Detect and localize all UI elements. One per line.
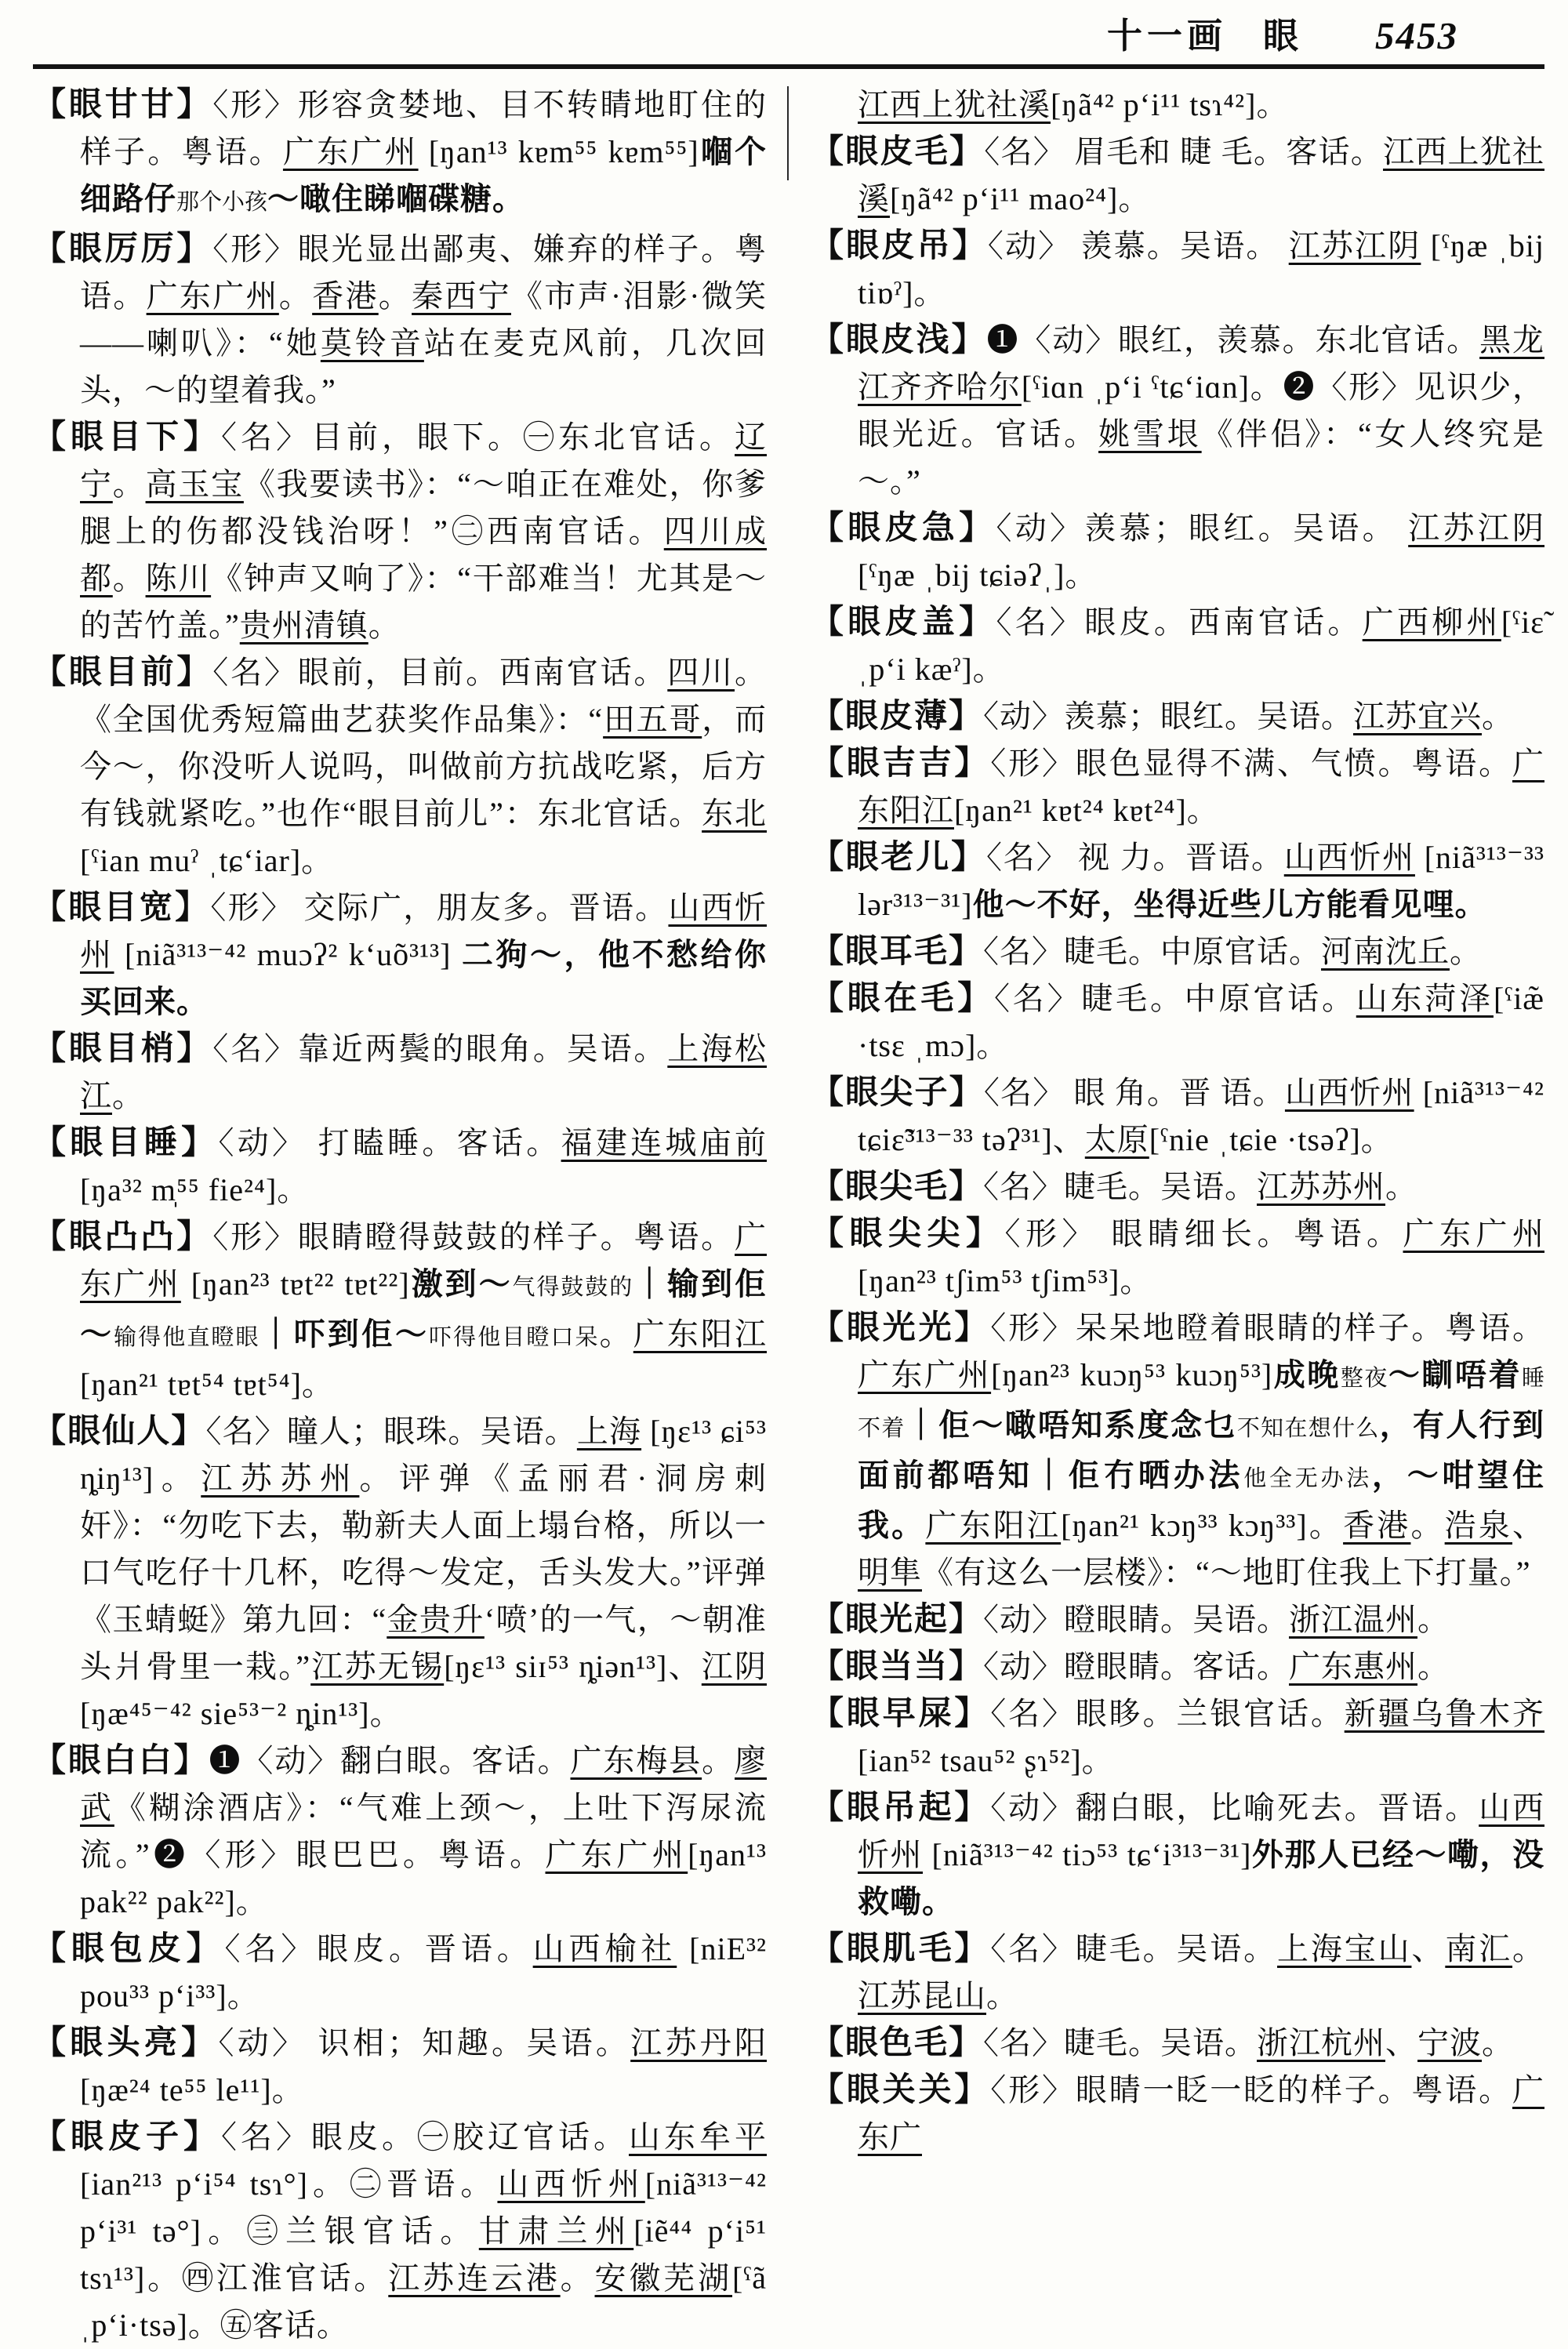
dictionary-entry	[811, 1596, 1544, 1643]
entry-headword: 【眼目下】	[33, 419, 221, 456]
entry-text-run: 香港	[312, 278, 379, 314]
entry-text-run: [ŋɛ¹³ ɕi⁵³ ȵiŋ¹³]。	[80, 1414, 767, 1496]
entry-text-run: 〈动〉翻白眼，比喻死去。晋语。	[990, 1790, 1479, 1825]
entry-text-run: [ŋæ²⁴ te⁵⁵ le¹¹]。	[80, 2072, 304, 2108]
entry-headword: 【眼皮盖】	[811, 604, 996, 641]
page-header	[33, 6, 1544, 58]
dictionary-entry	[811, 834, 1544, 928]
entry-text-run: 〈名〉睫毛。吴语。	[990, 1931, 1278, 1966]
entry-text-run: 廖武	[80, 1743, 768, 1825]
dictionary-entry	[33, 2114, 767, 2349]
entry-text-run: 浙江温州	[1289, 1602, 1418, 1637]
stroke-section-label: 十一画	[1106, 16, 1227, 56]
entry-headword: 【眼色毛】	[811, 2025, 984, 2061]
entry-text-run: 。	[599, 1316, 633, 1352]
entry-text-run: 〈动〉 羡慕。吴语。	[987, 228, 1289, 263]
entry-text-run: 山西忻州	[858, 1790, 1545, 1872]
entry-text-run: 四川成都	[80, 514, 768, 596]
entry-text-run: ，而今～，你没听人说吗，叫做前方抗战吃紧，后方有钱就紧吃。”也作“眼目前儿”：东北官话。	[80, 702, 767, 831]
entry-headword: 【眼吊起】	[811, 1790, 991, 1826]
entry-text-run: [ŋan¹³ kɐm⁵⁵ kɐm⁵⁵]	[418, 134, 699, 169]
entry-text-run: 〈动〉羡慕；眼红。吴语。	[983, 699, 1354, 734]
entry-text-run: 嗰个细路仔	[80, 134, 768, 216]
dictionary-entry	[811, 1211, 1544, 1305]
entry-text-run: 江苏丹阳	[630, 2025, 768, 2060]
entry-headword: 【眼目宽】	[33, 890, 211, 926]
dictionary-entry	[811, 1305, 1544, 1596]
entry-text-run: [ˁiɑn ˌpʻi ˁtɕʻiɑn]。❷〈形〉见识少，眼光近。官话。	[858, 369, 1544, 452]
entry-text-run: 二狗～，他不愁给你买回来。	[80, 937, 768, 1019]
entry-text-run: 成晚	[1272, 1357, 1341, 1392]
entry-text-run: 。	[112, 1078, 144, 1113]
entry-text-run: 江苏昆山	[858, 1978, 986, 2013]
entry-text-run: 气得鼓鼓的	[512, 1275, 634, 1300]
entry-text-run: 陈川	[145, 561, 212, 596]
dictionary-entry	[811, 740, 1544, 834]
entry-headword: 【眼头亮】	[33, 2025, 219, 2061]
entry-text-run: [ian⁵² tsau⁵² ʂɿ⁵²]。	[858, 1743, 1114, 1778]
entry-text-run: 〈名〉睫毛。吴语。	[983, 2025, 1258, 2060]
entry-text-run: 山西忻州	[1283, 840, 1415, 875]
entry-text-run: 明隼	[858, 1555, 922, 1590]
dictionary-entry	[811, 82, 1544, 129]
entry-text-run: 浙江杭州	[1257, 2025, 1386, 2060]
entry-text-run: 。	[378, 278, 412, 314]
entry-text-run: 宁波	[1417, 2025, 1483, 2060]
entry-text-run: [ˁian muˀ ˌtɕʻiar]。	[80, 843, 334, 878]
entry-text-run: 。	[278, 278, 313, 314]
entry-text-run: ～噉住睇嗰碟糖。	[267, 181, 525, 216]
entry-text-run: 〈名〉 视 力。晋语。	[985, 840, 1284, 875]
entry-text-run: 金贵升	[387, 1602, 485, 1637]
dictionary-entry	[811, 599, 1544, 693]
entry-text-run: ，～咁望住我。	[858, 1458, 1544, 1543]
entry-text-run: 不知在想什么	[1236, 1416, 1380, 1441]
entry-text-run: 。	[1450, 934, 1483, 969]
entry-text-run: 山东牟平	[629, 2119, 767, 2155]
entry-headword: 【眼皮浅】	[811, 322, 987, 358]
radical-label: 眼	[1262, 16, 1303, 56]
entry-text-run: ｜	[260, 1316, 294, 1352]
entry-text-run: 广东梅县	[570, 1743, 702, 1778]
entry-text-run: 《市声·泪影·微笑——喇叭》：“她	[80, 278, 768, 361]
entry-text-run: [ŋã⁴² pʻi¹¹ mao²⁴]。	[890, 181, 1151, 216]
entry-text-run: [ˁã ˌpʻi·tsə]。㊄客话。	[80, 2260, 768, 2343]
entry-headword: 【眼白白】	[33, 1743, 209, 1779]
entry-text-run: 山西榆社	[532, 1931, 677, 1966]
entry-headword: 【眼皮急】	[811, 510, 996, 546]
entry-text-run: 太原	[1084, 1122, 1149, 1157]
entry-text-run: 〈名〉目前，眼下。㊀东北官话。	[221, 419, 735, 455]
entry-text-run: 东北	[702, 796, 768, 831]
entry-text-run: 。	[986, 1978, 1018, 2013]
dictionary-entry	[811, 2020, 1544, 2067]
entry-text-run: 江苏江阴	[1288, 228, 1421, 263]
entry-text-run: [ˁŋæ ˌbij tiɒˀ]。	[858, 228, 1544, 310]
entry-text-run: 。	[368, 608, 401, 643]
entry-text-run: 。	[1417, 1602, 1450, 1637]
entry-text-run: ‘喷’的一气，～朝准头爿骨里一栽。”	[80, 1602, 767, 1684]
entry-text-run: 〈形〉眼睛瞪得鼓鼓的样子。粤语。	[212, 1219, 735, 1254]
entry-headword: 【眼关关】	[811, 2072, 991, 2108]
entry-headword: 【眼皮子】	[33, 2119, 221, 2155]
dictionary-entry	[811, 1069, 1544, 1164]
entry-text-run: 广东广州	[282, 134, 419, 169]
entry-text-run: [niã³¹³⁻⁴² tiɔ⁵³ tɕʻi³¹³⁻³¹]	[923, 1837, 1252, 1872]
entry-text-run: ｜	[633, 1266, 668, 1302]
entry-text-run: 广东阳江	[925, 1508, 1062, 1543]
dictionary-entry	[811, 693, 1544, 740]
right-column	[811, 82, 1544, 2349]
entry-text-run: [ian²¹³ pʻi⁵⁴ tsɿ°]。㊁晋语。	[80, 2166, 498, 2202]
entry-text-run: 四川	[667, 655, 735, 690]
entry-headword: 【眼尖尖】	[811, 1216, 1005, 1252]
entry-headword: 【眼光起】	[811, 1602, 984, 1638]
entry-text-run: 山西忻州	[1284, 1075, 1414, 1110]
entry-text-run: [niã³¹³⁻⁴² muɔʔ² kʻuõ³¹³]	[114, 937, 462, 972]
entry-text-run: 整夜	[1340, 1366, 1388, 1391]
entry-text-run: 安徽芜湖	[594, 2260, 733, 2296]
entry-text-run: 辽宁	[80, 419, 767, 502]
entry-text-run: [ŋan²³ kuɔŋ⁵³ kuɔŋ⁵³]	[991, 1357, 1273, 1392]
entry-text-run: 《糊涂酒店》：“气难上颈～，上吐下泻尿流流。”❷〈形〉眼巴巴。粤语。	[80, 1790, 768, 1872]
entry-headword: 【眼目梢】	[33, 1031, 213, 1067]
entry-text-run: 江阴	[701, 1649, 767, 1684]
entry-headword: 【眼甘甘】	[33, 87, 213, 123]
entry-text-run: 山西忻州	[80, 890, 768, 972]
entry-text-run: [ŋã⁴² pʻi¹¹ tsɿ⁴²]。	[1051, 87, 1289, 122]
dictionary-entry	[33, 1214, 767, 1408]
entry-text-run: [niã³¹³⁻³³ lər³¹³⁻³¹]	[858, 840, 1544, 922]
entry-text-run: 香港	[1343, 1508, 1411, 1543]
entry-text-run: 福建连城庙前	[561, 1125, 768, 1160]
entry-text-run: 。	[112, 561, 146, 596]
entry-text-run: 姚雪垠	[1098, 416, 1202, 452]
entry-headword: 【眼老儿】	[811, 840, 986, 876]
entry-text-run: [iẽ⁴⁴ pʻi⁵¹ tsɿ¹³]。㊃江淮官话。	[80, 2213, 768, 2296]
entry-text-run: [ŋæ⁴⁵⁻⁴² sie⁵³⁻² ȵin¹³]。	[80, 1696, 402, 1731]
entry-text-run: [ŋan²¹ tɐt⁵⁴ tɐt⁵⁴]。	[80, 1367, 334, 1402]
entry-headword: 【眼厉厉】	[33, 231, 213, 267]
dictionary-entry	[33, 884, 767, 1026]
entry-text-run: 广东阳江	[858, 746, 1544, 828]
entry-text-run: 广东阳江	[633, 1316, 768, 1352]
entry-columns	[33, 82, 1544, 2349]
entry-text-run: 。	[1385, 1169, 1418, 1204]
entry-text-run: 、	[1512, 1508, 1545, 1543]
entry-headword: 【眼肌毛】	[811, 1931, 991, 1967]
entry-text-run: 江西上犹社溪	[858, 134, 1544, 216]
entry-text-run: 。	[112, 467, 146, 502]
entry-text-run: 〈动〉羡慕；眼红。吴语。	[996, 510, 1409, 546]
entry-text-run: 〈动〉 识相；知趣。吴语。	[218, 2025, 631, 2060]
entry-text-run: 贵州清镇	[239, 608, 368, 643]
entry-headword: 【眼包皮】	[33, 1931, 225, 1967]
entry-text-run: 吓得他目瞪口呆	[429, 1325, 600, 1350]
entry-text-run: 。评弹《孟丽君·洞房刺奸》：“勿吃下去，勒新夫人面上塌台格，所以一口气吃仔十几杯，吃得～发定，舌头发大。”评弹《玉蜻蜓》第九回：“	[80, 1461, 768, 1637]
entry-text-run: 广西柳州	[1362, 604, 1501, 640]
entry-text-run: 。	[1410, 1508, 1445, 1543]
entry-text-run: 广东广州	[80, 1219, 767, 1302]
entry-text-run: [ŋɛ¹³ siɪ⁵³ ȵiən¹³]、	[444, 1649, 702, 1684]
entry-headword: 【眼当当】	[811, 1649, 984, 1685]
entry-text-run: [ŋa³² m̩⁵⁵ fie²⁴]。	[80, 1172, 310, 1207]
dictionary-entry	[811, 505, 1544, 599]
entry-text-run: 。《全国优秀短篇曲艺获奖作品集》：“	[80, 655, 768, 737]
entry-text-run: 广东广州	[1403, 1216, 1544, 1251]
entry-text-run: 广东广	[858, 2072, 1544, 2155]
entry-text-run: 激到～	[409, 1266, 513, 1302]
dictionary-entry	[33, 226, 767, 414]
entry-text-run: [ŋan²³ tɐt²² tɐt²²]	[180, 1266, 410, 1302]
entry-text-run: 、	[1411, 1931, 1446, 1966]
entry-text-run: 、	[1385, 2025, 1418, 2060]
entry-headword: 【眼尖毛】	[811, 1169, 984, 1205]
entry-text-run: 上海	[576, 1414, 642, 1449]
entry-text-run: 〈名〉瞳人；眼珠。吴语。	[205, 1414, 577, 1449]
entry-text-run: 江苏苏州	[1257, 1169, 1386, 1204]
entry-text-run: 甘肃兰州	[478, 2213, 634, 2249]
entry-text-run: [ŋan¹³ pak²² pak²²]。	[80, 1837, 768, 1919]
entry-text-run: ，有人行到面前都唔知｜佢冇晒办法	[858, 1407, 1544, 1493]
entry-text-run: 江西上犹社溪	[858, 87, 1051, 122]
entry-text-run: 输到佢～	[80, 1266, 768, 1352]
entry-text-run: 浩泉	[1444, 1508, 1513, 1543]
dictionary-entry	[33, 414, 767, 649]
entry-text-run: 。	[702, 1743, 735, 1778]
entry-text-run: 〈名〉 眉毛和 睫 毛。客话。	[984, 134, 1383, 169]
entry-headword: 【眼凸凸】	[33, 1219, 213, 1255]
entry-text-run: 他～不好，坐得近些儿方能看见哩。	[972, 887, 1487, 922]
entry-text-run: 〈动〉瞪眼睛。客话。	[983, 1649, 1290, 1684]
entry-text-run: 。	[560, 2260, 595, 2296]
entry-text-run: 江苏江阴	[1408, 510, 1545, 546]
entry-headword: 【眼耳毛】	[811, 934, 984, 970]
entry-text-run: [niE³² pou³³ pʻi³³]。	[80, 1931, 768, 2013]
entry-text-run: ❶〈动〉翻白眼。客话。	[209, 1743, 571, 1778]
entry-text-run: 《钟声又响了》：“干部难当！尤其是～的苦竹盖。”	[80, 561, 768, 643]
entry-text-run: 输得他直瞪眼	[114, 1325, 260, 1350]
entry-text-run: 〈形〉眼睛一眨一眨的样子。粤语。	[990, 2072, 1512, 2108]
entry-text-run: 江苏宜兴	[1353, 699, 1483, 734]
dictionary-entry	[811, 317, 1544, 505]
entry-text-run: 山东菏泽	[1356, 981, 1494, 1016]
entry-headword: 【眼皮薄】	[811, 699, 984, 735]
dictionary-entry	[33, 1408, 767, 1737]
entry-text-run: 睡不着	[858, 1366, 1544, 1441]
entry-text-run: 〈名〉眼皮。㊀胶辽官话。	[221, 2119, 629, 2155]
entry-text-run: 上海松江	[80, 1031, 768, 1113]
dictionary-entry	[33, 1120, 767, 1214]
entry-text-run: ｜佢～噉唔知系度念乜	[905, 1407, 1237, 1443]
dictionary-entry	[33, 649, 767, 884]
entry-text-run: 江苏连云港	[388, 2260, 561, 2296]
entry-text-run: 〈名〉 眼 角。晋 语。	[983, 1075, 1285, 1110]
entry-text-run: 〈形〉 交际广，朋友多。晋语。	[210, 890, 669, 925]
entry-text-run: 。	[1417, 1649, 1450, 1684]
entry-text-run: [niã³¹³⁻⁴² tɕiɛ̃³¹³⁻³³ təʔ³¹]、	[858, 1075, 1544, 1157]
dictionary-entry	[811, 223, 1544, 317]
entry-text-run: 〈名〉眼皮。西南官话。	[996, 604, 1363, 640]
entry-headword: 【眼皮吊】	[811, 228, 988, 264]
dictionary-entry	[811, 928, 1544, 975]
entry-text-run: ～瞓唔着	[1388, 1357, 1522, 1392]
left-column	[33, 82, 767, 2349]
entry-text-run: [niã³¹³⁻⁴² pʻi³¹ tə°]。㊂兰银官话。	[80, 2166, 767, 2249]
entry-headword: 【眼尖子】	[811, 1075, 984, 1111]
entry-headword: 【眼目前】	[33, 655, 213, 691]
entry-text-run: 江苏苏州	[201, 1461, 360, 1496]
entry-headword: 【眼皮毛】	[811, 134, 985, 170]
entry-text-run: 新疆乌鲁木齐	[1344, 1696, 1545, 1731]
entry-text-run: 〈动〉瞪眼睛。吴语。	[983, 1602, 1290, 1637]
entry-text-run: 〈形〉呆呆地瞪着眼睛的样子。粤语。	[990, 1310, 1544, 1345]
entry-text-run: 。	[1482, 699, 1515, 734]
entry-text-run: [ˁnie ˌtɕie ·tsəʔ]。	[1149, 1122, 1393, 1157]
dictionary-entry	[811, 1164, 1544, 1211]
entry-text-run: 〈名〉眼眵。兰银官话。	[990, 1696, 1345, 1731]
entry-headword: 【眼吉吉】	[811, 746, 991, 782]
header-rule	[33, 64, 1544, 69]
entry-text-run: [ˁiæ̃ ·tsɛ ˌmɔ]。	[858, 981, 1544, 1063]
entry-text-run: [ŋan²³ tʃim⁵³ tʃim⁵³]。	[858, 1263, 1152, 1298]
entry-text-run: 〈形〉形容贪婪地、目不转睛地盯住的样子。粤语。	[80, 87, 767, 169]
entry-text-run: 〈动〉 打瞌睡。客话。	[218, 1125, 561, 1160]
entry-text-run: 河南沈丘	[1321, 934, 1450, 969]
entry-text-run: 〈名〉眼皮。晋语。	[224, 1931, 533, 1966]
entry-text-run: [ŋan²¹ kɔŋ³³ kɔŋ³³]。	[1061, 1508, 1344, 1543]
dictionary-entry	[811, 1690, 1544, 1784]
entry-text-run: 〈形〉 眼睛细长。粤语。	[1004, 1216, 1403, 1251]
dictionary-entry	[811, 1784, 1544, 1926]
entry-text-run: 〈名〉眼前，目前。西南官话。	[212, 655, 668, 690]
entry-text-run: 南汇	[1445, 1931, 1513, 1966]
dictionary-entry	[811, 1926, 1544, 2020]
entry-text-run: 吓到佢～	[293, 1316, 430, 1352]
entry-text-run: 广东广州	[858, 1357, 992, 1392]
entry-text-run: 江苏无锡	[310, 1649, 445, 1684]
dictionary-entry	[33, 1926, 767, 2020]
column-divider	[787, 86, 789, 180]
entry-text-run: 《伴侣》：“女人终究是～。”	[858, 416, 1545, 499]
entry-text-run: 上海宝山	[1277, 1931, 1412, 1966]
entry-text-run: 。	[1482, 2025, 1515, 2060]
entry-text-run: 那个小孩	[176, 190, 268, 215]
entry-text-run: 〈名〉靠近两鬓的眼角。吴语。	[212, 1031, 668, 1066]
dictionary-entry	[811, 129, 1544, 223]
dictionary-entry	[811, 2067, 1544, 2161]
entry-text-run: 田五哥	[603, 702, 702, 737]
entry-text-run: 〈形〉眼色显得不满、气愤。粤语。	[990, 746, 1512, 781]
entry-text-run: 〈名〉睫毛。吴语。	[983, 1169, 1258, 1204]
entry-text-run: 他全无办法	[1243, 1466, 1372, 1491]
dictionary-entry	[33, 82, 767, 226]
entry-text-run: 黑龙江齐齐哈尔	[858, 322, 1544, 405]
entry-text-run: 广东惠州	[1289, 1649, 1418, 1684]
entry-headword: 【眼目睡】	[33, 1125, 219, 1161]
entry-text-run: 外那人已经～嘞，没救嘞。	[858, 1837, 1545, 1919]
dictionary-entry	[811, 975, 1544, 1069]
dictionary-entry	[33, 1737, 767, 1926]
entry-text-run: 《我要读书》：“～咱正在难处，你爹腿上的伤都没钱治呀！”㊁西南官话。	[80, 467, 768, 549]
entry-text-run: 《有这么一层楼》：“～地盯住我上下打量。”	[922, 1555, 1531, 1590]
dictionary-entry	[33, 2020, 767, 2114]
entry-text-run: 广东广州	[545, 1837, 688, 1872]
dictionary-entry	[33, 1026, 767, 1120]
entry-headword: 【眼早屎】	[811, 1696, 991, 1732]
entry-text-run: 山西忻州	[497, 2166, 645, 2202]
entry-text-run: 高玉宝	[145, 467, 244, 502]
entry-text-run: ❶〈动〉眼红，羡慕。东北官话。	[986, 322, 1480, 358]
entry-text-run: 莫铃音	[320, 325, 424, 361]
entry-text-run: 秦西宁	[412, 278, 511, 314]
entry-text-run: 〈名〉睫毛。中原官话。	[994, 981, 1356, 1016]
entry-text-run: 站在麦克风前，几次回头，～的望着我。”	[80, 325, 768, 408]
entry-headword: 【眼仙人】	[33, 1414, 206, 1450]
entry-text-run: [ˁiɛ̃ ˌpʻi kæˀ]。	[858, 604, 1545, 687]
entry-headword: 【眼在毛】	[811, 981, 994, 1017]
entry-text-run: [ˁŋæ ˌbij tɕiəʔˌ]。	[858, 557, 1098, 593]
entry-text-run: [ŋan²¹ kɐt²⁴ kɐt²⁴]。	[954, 793, 1219, 828]
entry-text-run: 〈名〉睫毛。中原官话。	[983, 934, 1322, 969]
dictionary-entry	[811, 1643, 1544, 1690]
entry-text-run: 〈形〉眼光显出鄙夷、嫌弃的样子。粤语。	[80, 231, 767, 314]
entry-text-run: 。	[1512, 1931, 1545, 1966]
page-number: 5453	[1375, 14, 1458, 57]
entry-headword: 【眼光光】	[811, 1310, 991, 1346]
entry-text-run: 广东广州	[146, 278, 279, 314]
